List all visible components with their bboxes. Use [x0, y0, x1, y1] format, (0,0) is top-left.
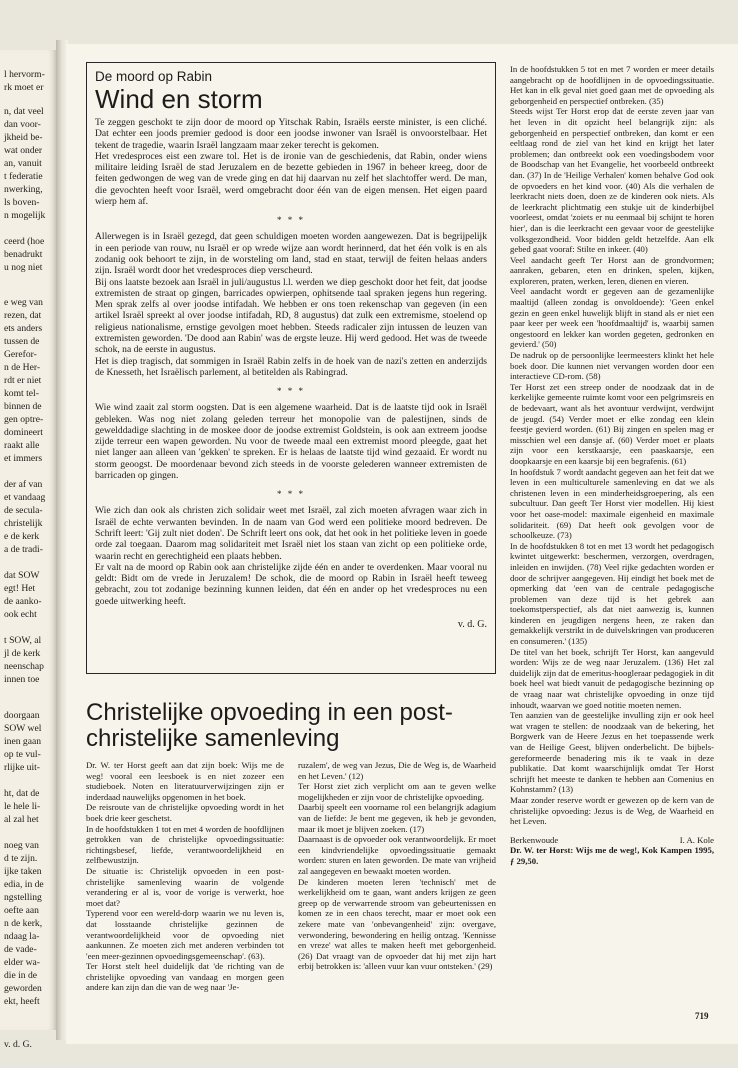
previous-page-line: dat SOW — [4, 570, 40, 581]
previous-page-line: raakt alle — [4, 440, 40, 451]
previous-page-line: tussen de — [4, 336, 40, 347]
previous-page-line: SOW wel — [4, 723, 42, 734]
paragraph: Daarnaast is de opvoeder ook verantwoordelijk. Er moet een kindvriendelijke opvoedingssituatie gemaakt worden: sturen en laten geworden. De mate van vrijheid zal aangegeven en bewaakt moeten worden. — [298, 834, 496, 876]
paragraph: Ter Horst zet een streep onder de noodzaak dat in de kerkelijke gemeente ruimte komt voor een pelgrimsreis en de bedevaart, want als het avontuur verdwijnt, verdwijnt de jeugd. (54) Verder moet er elke zondag een klein feestje gevierd worden. (61) Bij zingen en spelen mag er misschien wel een dansje af. (60) Verder moet er plaats zijn voor een kerstkaarsje, een paaskaarsje, een doopkaarsje en een kaarsje bij een begrafenis. (61) — [510, 381, 714, 466]
paragraph: Veel aandacht geeft Ter Horst aan de grondvormen; aanraken, gebaren, eten en drinken, spelen, kijken, exploreren, praten, werken, leren, dienen en vieren. — [510, 254, 714, 286]
review-column-1 — [86, 760, 284, 993]
paragraph: Wie wind zaait zal storm oogsten. Dat is een algemene waarheid. Dat is de laatste tijd ook in Israël gebleken. Was nog niet zolang geleden terreur het monopolie van de palestijnen, sinds de gewelddadige slachting in de moskee door de joodse extremist Goldstein, is ook aan extreem joodse zijde terreur een wapen geworden. Nu voor de tweede maal een extremist moord pleegde, gaat het niet langer aan alleen van 'gekken' te spreken. Er is helaas de laatste tijd wind gezaaid. Er wordt nu storm geoogst. De moordenaar bevond zich steeds in de voorste gelederen wanneer extremisten de barricaden op gingen. — [95, 402, 487, 482]
review-place: Berkenwoude — [510, 834, 559, 845]
previous-page-line: ets anders — [4, 323, 43, 334]
previous-page-line: rk moet er — [4, 82, 44, 93]
paragraph: In hoofdstuk 7 wordt aandacht gegeven aan het feit dat we leven in een multiculturele samenleving en dat we als christenen leven in een minderheidsgroepering, als een subcultuur. Dan geeft Ter Horst vier modellen. Hij kiest voor het oase-model: maximale eigenheid en maximale solidariteit. (69) Dat heeft ook gevolgen voor de schoolkeuze. (73) — [510, 466, 714, 541]
previous-page-line: ekt, heeft — [4, 996, 40, 1007]
paragraph: Ter Horst ziet zich verplicht om aan te geven welke mogelijkheden er zijn voor de christelijke opvoeding. — [298, 781, 496, 802]
paragraph: Ter Horst stelt heel duidelijk dat 'de richting van de christelijke opvoeding van vandaag en morgen geen andere kan zijn dan die van de weg naar 'Je- — [86, 961, 284, 993]
previous-page-line: oefte aan — [4, 905, 39, 916]
previous-page-line: n mogelijk — [4, 210, 46, 221]
previous-page-line: gen optre- — [4, 414, 44, 425]
paragraph: Het vredesproces eist een zware tol. Het is de ironie van de geschiedenis, dat Rabin, onder wiens militaire leiding Israël de stad Jeruzalem en de bezette gebieden in 1967 in beheer kreeg, door de feiten gedwongen de weg van de vrede ging en dat hij daarvan nu zelf het slachtoffer werd. De man, die gevochten heeft voor Israël, werd omgebracht door één van de eigen mensen. Het eigen paard wierp hem af. — [95, 150, 487, 208]
previous-page-line: egt! Het — [4, 583, 36, 594]
previous-page-line: rezen, dat — [4, 310, 42, 321]
previous-page-line: inen gaan — [4, 736, 42, 747]
previous-page-line: komt tel- — [4, 388, 39, 399]
previous-page-line: der af van — [4, 479, 43, 490]
previous-page-line: al zal het — [4, 814, 39, 825]
previous-page-line: de vade- — [4, 944, 37, 955]
previous-page-line: benadrukt — [4, 249, 43, 260]
paragraph: Daarbij speelt een voorname rol een belangrijk adagium van de liefde: Je bent me gegeven, ik heb je gevonden, maar ik moet je blijven zoeken. (17) — [298, 802, 496, 834]
review-title: Christelijke opvoeding in een post-christelijke samenleving — [86, 699, 453, 752]
previous-page-line: geworden — [4, 983, 42, 994]
previous-page-line: jkheid be- — [4, 132, 43, 143]
previous-page-line: ndaag la- — [4, 931, 40, 942]
review-column-3 — [510, 64, 714, 867]
editorial-box — [86, 62, 496, 674]
previous-page-line: a de tradi- — [4, 544, 43, 555]
editorial-section-2 — [95, 231, 487, 378]
paragraph: De reisroute van de christelijke opvoeding wordt in het boek drie keer geschetst. — [86, 802, 284, 823]
previous-page-line: ijke taken — [4, 866, 42, 877]
previous-page-line: n, dat veel — [4, 106, 44, 117]
previous-page-line: rlijke uit- — [4, 762, 40, 773]
previous-page-line: nwerking, — [4, 184, 43, 195]
previous-page-line: jl de kerk — [4, 648, 41, 659]
previous-page-line: le hele li- — [4, 801, 41, 812]
previous-page-line: ceerd (hoe — [4, 236, 45, 247]
section-divider: * * * — [277, 489, 305, 500]
previous-page-line: ht, dat de — [4, 788, 40, 799]
editorial-section-4 — [95, 505, 487, 607]
editorial-signature: v. d. G. — [457, 618, 487, 630]
editorial-body — [95, 117, 487, 630]
review-column-2 — [298, 760, 496, 972]
previous-page-line: v. d. G. — [4, 1039, 32, 1050]
previous-page-line: doorgaan — [4, 710, 40, 721]
editorial-kicker: De moord op Rabin — [95, 69, 213, 84]
paragraph: De titel van het boek, schrijft Ter Horst, kan aangevuld worden: Wijs ze de weg naar Jeruzalem. (136) Het zal duidelijk zijn dat de emeritus-hoogleraar pedagogiek in dit boek heel wat biedt vanuit de pedagogische bezinning op de vraag naar wat christelijke opvoeding in onze tijd inhoudt, waarvan we goed notitie moeten nemen. — [510, 646, 714, 710]
section-divider: * * * — [277, 386, 305, 397]
previous-page-line: t federatie — [4, 171, 43, 182]
previous-page-line: n de Her- — [4, 362, 41, 373]
previous-page-line: et immers — [4, 453, 43, 464]
paragraph: Maar zonder reserve wordt er gewezen op de kern van de christelijke opvoeding: Jezus is de Weg, de Waarheid en het Leven. — [510, 794, 714, 827]
previous-page-line: u nog niet — [4, 262, 43, 273]
section-divider: * * * — [277, 215, 305, 226]
previous-page-line: elder wa- — [4, 957, 40, 968]
previous-page-line: die in de — [4, 970, 38, 981]
previous-page-line: e de kerk — [4, 531, 40, 542]
review-author: I. A. Kole — [679, 834, 714, 845]
previous-page-line: de secula- — [4, 505, 43, 516]
previous-page-line: domineert — [4, 427, 43, 438]
previous-page-line: binnen de — [4, 401, 42, 412]
paragraph: In de hoofdstukken 8 tot en met 13 wordt het pedagogisch kwintet uitgewerkt: beschermen, verzorgen, overdragen, inleiden en inwijden. (78) Veel rijke gedachten worden er door de schrijver aangegeven. Hij eindigt het boek met de opmerking dat 'een van de centrale pedagogische problemen van deze tijd is het gebrek aan toekomstperspectief, als dat niet aanwezig is, kunnen kinderen en jeugdigen nergens heen, ze raken dan gemakkelijk verstrikt in de duivelskringen van produceren en consumeren.' (135) — [510, 540, 714, 647]
previous-page-line: t SOW, al — [4, 635, 42, 646]
editorial-title: Wind en storm — [95, 84, 263, 114]
paragraph: Wie zich dan ook als christen zich solidair weet met Israël, zal zich moeten afvragen waar zich in Israël de echte verwanten bevinden. In de naam van God werd een politieke moord bedreven. De Schrift leert: 'Gij zult niet doden'. De Schrift leert ons ook, dat het ook in het politieke leven in goede orde zal toegaan. Daarom mag solidariteit met Israël niet los staan van zicht op een politieke orde, waarin recht en gerechtigheid een plaats hebben. — [95, 505, 487, 562]
previous-page-line: l hervorm- — [4, 69, 45, 80]
paragraph: Te zeggen geschokt te zijn door de moord op Yitschak Rabin, Israëls eerste minister, is een cliché. Dat echter een joods premier gedood is door een joodse inwoner van Israël is onvoorstelbaar. Het tekent de tragedie, waarin Israël langzaam maar zeker terecht is gekomen. — [95, 117, 487, 151]
previous-page-line: noeg van — [4, 840, 39, 851]
previous-page-line: christelijk — [4, 518, 43, 529]
paragraph: In de hoofdstukken 1 tot en met 4 worden de hoofdlijnen getrokken van de christelijke opvoedingssituatie: richtingsbesef, liefde, verantwoordelijkheid en zelfbewustzijn. — [86, 823, 284, 866]
paragraph: Er valt na de moord op Rabin ook aan christelijke zijde één en ander te overdenken. Maar vooral nu geldt: Bidt om de vrede in Jeruzalem! De schok, die de moord op Rabin in Israël heeft teweeg gebracht, zou tot zodanige bezinning kunnen leiden, dat één en ander op het vredesproces nu een goede uitwerking heeft. — [95, 561, 487, 607]
previous-page-line: an, vanuit — [4, 158, 42, 169]
previous-page-line: ook echt — [4, 609, 37, 620]
previous-page-line: ls boven- — [4, 197, 40, 208]
paragraph: De nadruk op de persoonlijke leermeesters klinkt het hele boek door. Die kunnen niet vervangen worden door een interactieve CD-rom. (58) — [510, 350, 714, 382]
paragraph: ruzalem', de weg van Jezus, Die de Weg is, de Waarheid en het Leven.' (12) — [298, 760, 496, 781]
paragraph: Bij ons laatste bezoek aan Israël in juli/augustus l.l. werden we diep geschokt door het feit, dat joodse extremisten de straat op gingen, barricades opwierpen, ophitsende taal spraken jegens hun regering. Men sprak zelfs al over joodse intifadah. We hebben er ons toen rekenschap van gegeven (in een artikel Israël spreekt al over joodse intifadah, RD, 8 augustus) dat zulk een extremisme, stoelend op religieus nationalisme, ernstige gevolgen moet hebben. Steeds radicaler zijn intussen de leuzen van extremisten geworden. 'De dood aan Rabin' was de ergste leuze. Hij werd gedood. Het was de tweede schok, na de eerste in augustus. — [95, 276, 487, 356]
previous-page-line: et vandaag — [4, 492, 46, 503]
book-reference: Dr. W. ter Horst: Wijs me de weg!, Kok Kampen 1995, ƒ 29,50. — [510, 845, 714, 866]
editorial-section-1 — [95, 117, 487, 207]
previous-page-line: de aanko- — [4, 596, 42, 607]
paragraph: De situatie is: Christelijk opvoeden in een post-christelijke samenleving waarin de volgende verandering er al is, voor de vorige is verwerkt, hoe moet dat? — [86, 865, 284, 908]
previous-page-line: wat onder — [4, 145, 43, 156]
previous-page-line: e weg van — [4, 297, 43, 308]
editorial-section-3 — [95, 402, 487, 481]
previous-page-line: neenschap — [4, 661, 44, 672]
previous-page-line: Gerefor- — [4, 349, 37, 360]
previous-page-line: d te zijn. — [4, 853, 38, 864]
previous-page-line: edia, in de — [4, 879, 44, 890]
paragraph: Ten aanzien van de geestelijke invulling zijn er ook heel wat vragen te stellen: de noodzaak van de bekering, het Borgwerk van de Heere Jezus en het toepassende werk van de Heilige Geest, blijven onderbelicht. De bijbels-gereformeerde benadering mis ik te vaak in deze publikatie. Dat komt waarschijnlijk omdat Ter Horst schrijft het meeste te danken te hebben aan Comenius en Kohnstamm? (13) — [510, 710, 714, 795]
previous-page-line: n de kerk, — [4, 918, 43, 929]
paragraph: Steeds wijst Ter Horst erop dat de eerste zeven jaar van het leven in dit opzicht heel belangrijk zijn: als geborgenheid en perspectief ontbreken, dan komt er een eeltlaag rond de ziel van het kind en krijgt het later problemen; dan ontbreekt ook een voedingsbodem voor de Boodschap van het Evangelie, het voorbeeld ontbreekt dan. (37) In de 'Heilige Verhalen' komen behalve God ook de opvoeders en het kind voor. (40) Als die verhalen de leerkracht niets doen, doen ze de kinderen ook niets. Als de leerkracht plichtmatig een stukje uit de kinderbijbel voorleest, omdat 'zoiets er nu eenmaal bij schijnt te horen hier', dan is die leerkracht een gevaar voor de geestelijke volksgezondheid. Voor bidden geldt hetzelfde. Aan elk gebed gaat vooraf: Stilte en inkeer. (40) — [510, 106, 714, 255]
previous-page-line: ngstelling — [4, 892, 42, 903]
paragraph: Veel aandacht wordt er gegeven aan de gezamenlijke maaltijd (alleen zondag is onvoldoende): 'Geen enkel gezin en geen enkel huwelijk blijft in stand als er niet een paar keer per week een 'hoofdmaaltijd' is, waarbij samen ongestoord en lekker kan worden gegeten, gedronken en gevierd.' (50) — [510, 286, 714, 350]
previous-page-line: rdt er niet — [4, 375, 42, 386]
previous-page-line: dan voor- — [4, 119, 41, 130]
previous-page-line: innen toe — [4, 674, 40, 685]
previous-page-line: op te vul- — [4, 749, 41, 760]
paragraph: In de hoofdstukken 5 tot en met 7 worden er meer details aangebracht op de hoofdlijnen in de opvoedingssituatie. Het kan in elk geval niet goed gaan met de opvoeding als geborgenheid en perspectief ontbreken. (35) — [510, 64, 714, 106]
page-number: 719 — [695, 1011, 709, 1021]
paragraph: Dr. W. ter Horst geeft aan dat zijn boek: Wijs me de weg! vooral een leesboek is en niet zozeer een studieboek. Noten en literatuurverwijzingen zijn er inderdaad nauwelijks opgenomen in het boek. — [86, 760, 284, 802]
review-byline — [510, 835, 714, 846]
paragraph: Allerwegen is in Israël gezegd, dat geen schuldigen moeten worden aangewezen. Dat is begrijpelijk in een periode van rouw, nu Israël er op wrede wijze aan wordt herinnerd, dat het één volk is en als zodanig ook behoort te zijn, in de worsteling om land, stad en staat, terwijl de feiten helaas anders zijn. Israël wordt door het vredesproces diep verscheurd. — [95, 231, 487, 277]
paragraph: De kinderen moeten leren 'technisch' met de werkelijkheid om te gaan, want anders krijgen ze geen greep op de verwarrende stroom van gebeurtenissen en komen ze in een chaos terecht, maar er moet ook een zekere mate van 'onbevangenheid' zijn: overgave, verwondering, bewondering en heilig ontzag. 'Kennisse en vreze' wat alles te maken heeft met geborgenheid. (26) Dat vraagt van de opvoeder dat hij met zijn hart erbij betrokken is: 'alleen vuur kan vuur ontsteken.' (29) — [298, 876, 496, 972]
paragraph: Het is diep tragisch, dat sommigen in Israël Rabin zelfs in de hoek van de nazi's zetten en anderzijds de Knesseth, het Israëlisch parlement, al betitelden als Rabingrad. — [95, 355, 487, 378]
previous-page-edge — [0, 50, 56, 1050]
paragraph: Typerend voor een wereld-dorp waarin we nu leven is, dat losstaande christelijke gezinnen de verantwoordelijkheid voor de opvoeding niet aankunnen. Ze moeten zich met anderen verbinden tot 'een meer-gezinnen opvoedingsgemeenschap'. (63). — [86, 908, 284, 961]
